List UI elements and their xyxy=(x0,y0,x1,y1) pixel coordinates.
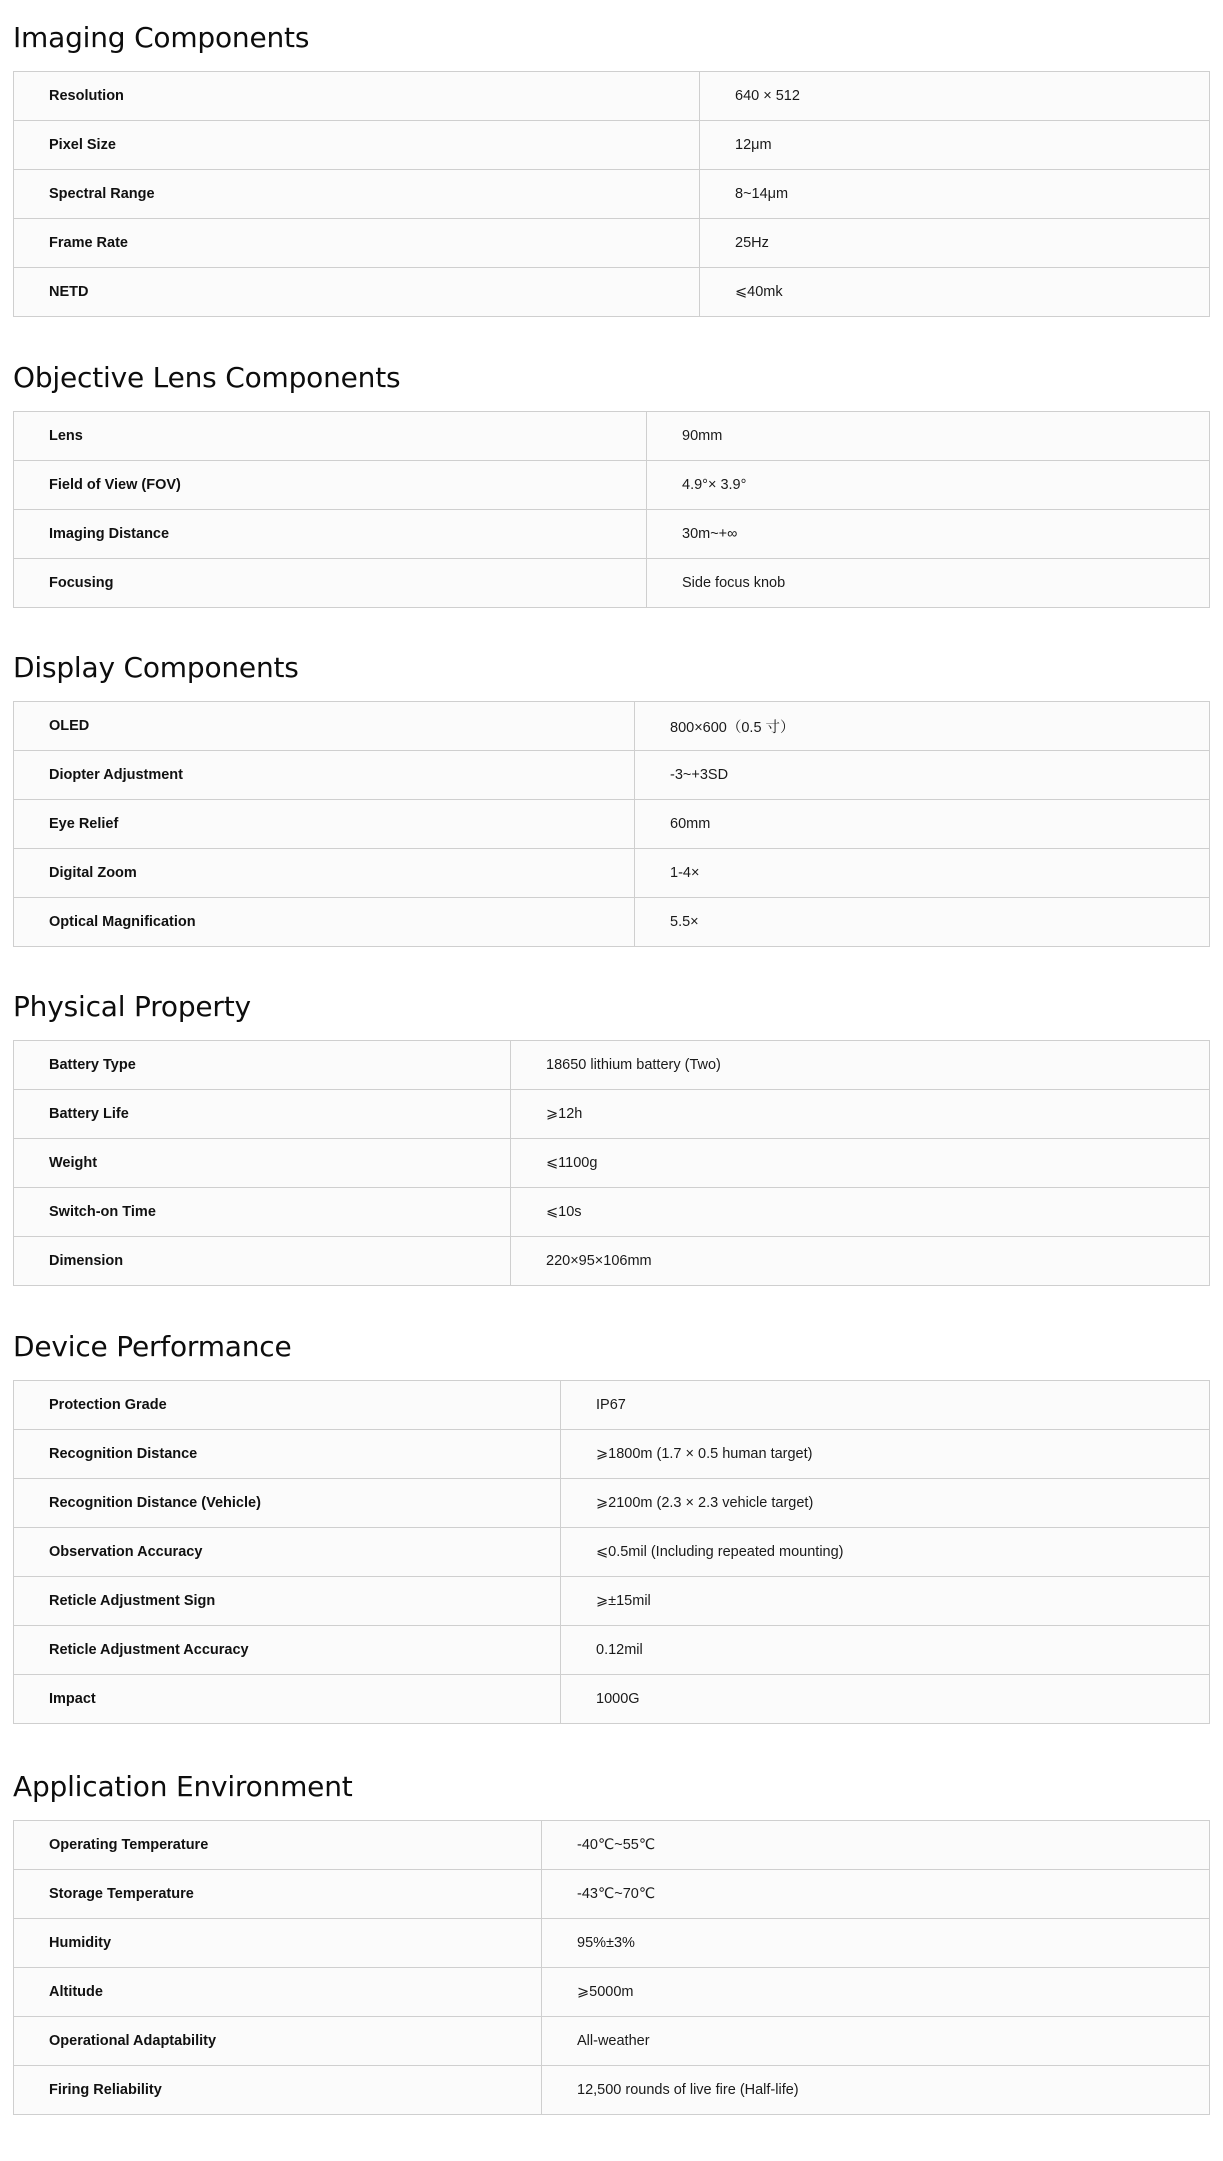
table-row xyxy=(14,412,1210,461)
spec-value: Side focus knob xyxy=(647,559,1210,608)
spec-label: Humidity xyxy=(14,1919,542,1968)
spec-value: -43℃~70℃ xyxy=(542,1870,1210,1919)
section-title: Display Components xyxy=(13,651,299,684)
section-title: Device Performance xyxy=(13,1330,292,1363)
spec-value: 12μm xyxy=(700,121,1210,170)
spec-label: NETD xyxy=(14,268,700,317)
spec-label: Eye Relief xyxy=(14,800,635,849)
spec-value: ⩾5000m xyxy=(542,1968,1210,2017)
table-row xyxy=(14,1919,1210,1968)
spec-label: Weight xyxy=(14,1139,511,1188)
spec-label: Resolution xyxy=(14,72,700,121)
spec-table xyxy=(13,701,1210,947)
spec-label: Operating Temperature xyxy=(14,1821,542,1870)
spec-table xyxy=(13,411,1210,608)
spec-table xyxy=(13,1820,1210,2115)
section-display-components xyxy=(13,649,1210,947)
section-title: Physical Property xyxy=(13,990,251,1023)
spec-value: 4.9°× 3.9° xyxy=(647,461,1210,510)
spec-label: Diopter Adjustment xyxy=(14,751,635,800)
spec-label: Storage Temperature xyxy=(14,1870,542,1919)
spec-value: -3~+3SD xyxy=(635,751,1210,800)
spec-value: 800×600（0.5 寸） xyxy=(635,702,1210,751)
table-row xyxy=(14,1626,1210,1675)
spec-label: OLED xyxy=(14,702,635,751)
table-row xyxy=(14,2066,1210,2115)
spec-label: Digital Zoom xyxy=(14,849,635,898)
table-row xyxy=(14,461,1210,510)
table-row xyxy=(14,72,1210,121)
spec-label: Protection Grade xyxy=(14,1381,561,1430)
spec-table xyxy=(13,1380,1210,1724)
spec-value: 60mm xyxy=(635,800,1210,849)
spec-value: ⩽1100g xyxy=(511,1139,1210,1188)
spec-value: 8~14μm xyxy=(700,170,1210,219)
spec-value: 30m~+∞ xyxy=(647,510,1210,559)
spec-label: Switch-on Time xyxy=(14,1188,511,1237)
section-objective-lens-components xyxy=(13,359,1210,608)
section-physical-property xyxy=(13,988,1210,1286)
table-row xyxy=(14,1528,1210,1577)
table-row xyxy=(14,1430,1210,1479)
spec-label: Impact xyxy=(14,1675,561,1724)
table-row xyxy=(14,800,1210,849)
spec-label: Optical Magnification xyxy=(14,898,635,947)
table-row xyxy=(14,1041,1210,1090)
table-row xyxy=(14,1577,1210,1626)
spec-value: All-weather xyxy=(542,2017,1210,2066)
spec-label: Recognition Distance (Vehicle) xyxy=(14,1479,561,1528)
spec-label: Spectral Range xyxy=(14,170,700,219)
table-row xyxy=(14,170,1210,219)
spec-label: Reticle Adjustment Sign xyxy=(14,1577,561,1626)
table-row xyxy=(14,559,1210,608)
table-row xyxy=(14,219,1210,268)
spec-label: Field of View (FOV) xyxy=(14,461,647,510)
spec-label: Imaging Distance xyxy=(14,510,647,559)
table-row xyxy=(14,268,1210,317)
spec-value: 25Hz xyxy=(700,219,1210,268)
table-row xyxy=(14,849,1210,898)
spec-label: Observation Accuracy xyxy=(14,1528,561,1577)
table-row xyxy=(14,1968,1210,2017)
spec-label: Recognition Distance xyxy=(14,1430,561,1479)
spec-label: Lens xyxy=(14,412,647,461)
table-row xyxy=(14,2017,1210,2066)
spec-value: ⩾12h xyxy=(511,1090,1210,1139)
spec-value: ⩽40mk xyxy=(700,268,1210,317)
spec-label: Battery Type xyxy=(14,1041,511,1090)
table-row xyxy=(14,1479,1210,1528)
section-application-environment xyxy=(13,1768,1210,2115)
spec-table xyxy=(13,1040,1210,1286)
spec-label: Reticle Adjustment Accuracy xyxy=(14,1626,561,1675)
spec-value: 95%±3% xyxy=(542,1919,1210,1968)
table-row xyxy=(14,898,1210,947)
spec-value: ⩽0.5mil (Including repeated mounting) xyxy=(561,1528,1210,1577)
spec-label: Operational Adaptability xyxy=(14,2017,542,2066)
spec-label: Pixel Size xyxy=(14,121,700,170)
table-row xyxy=(14,1870,1210,1919)
spec-value: 640 × 512 xyxy=(700,72,1210,121)
spec-label: Altitude xyxy=(14,1968,542,2017)
spec-value: 1-4× xyxy=(635,849,1210,898)
table-row xyxy=(14,510,1210,559)
spec-label: Focusing xyxy=(14,559,647,608)
spec-label: Battery Life xyxy=(14,1090,511,1139)
spec-value: 12,500 rounds of live fire (Half-life) xyxy=(542,2066,1210,2115)
spec-value: IP67 xyxy=(561,1381,1210,1430)
spec-value: -40℃~55℃ xyxy=(542,1821,1210,1870)
table-row xyxy=(14,1381,1210,1430)
spec-value: 220×95×106mm xyxy=(511,1237,1210,1286)
table-row xyxy=(14,1188,1210,1237)
section-device-performance xyxy=(13,1328,1210,1724)
table-row xyxy=(14,1237,1210,1286)
spec-value: ⩽10s xyxy=(511,1188,1210,1237)
table-row xyxy=(14,1821,1210,1870)
spec-value: ⩾1800m (1.7 × 0.5 human target) xyxy=(561,1430,1210,1479)
spec-label: Frame Rate xyxy=(14,219,700,268)
section-title: Imaging Components xyxy=(13,21,310,54)
spec-label: Dimension xyxy=(14,1237,511,1286)
spec-value: 90mm xyxy=(647,412,1210,461)
section-title: Application Environment xyxy=(13,1770,353,1803)
spec-label: Firing Reliability xyxy=(14,2066,542,2115)
spec-table xyxy=(13,71,1210,317)
spec-value: 18650 lithium battery (Two) xyxy=(511,1041,1210,1090)
table-row xyxy=(14,751,1210,800)
table-row xyxy=(14,1139,1210,1188)
section-imaging-components xyxy=(13,19,1210,317)
table-row xyxy=(14,1675,1210,1724)
table-row xyxy=(14,1090,1210,1139)
spec-value: 0.12mil xyxy=(561,1626,1210,1675)
section-title: Objective Lens Components xyxy=(13,361,401,394)
spec-value: 1000G xyxy=(561,1675,1210,1724)
table-row xyxy=(14,702,1210,751)
spec-value: ⩾±15mil xyxy=(561,1577,1210,1626)
table-row xyxy=(14,121,1210,170)
spec-value: ⩾2100m (2.3 × 2.3 vehicle target) xyxy=(561,1479,1210,1528)
spec-value: 5.5× xyxy=(635,898,1210,947)
